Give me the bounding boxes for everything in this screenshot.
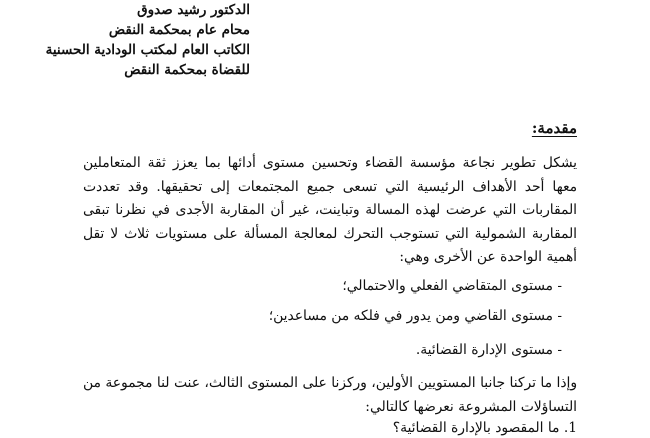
section-heading: مقدمة: <box>531 119 577 137</box>
focus-paragraph: وإذا ما تركنا جانبا المستويين الأولين، وركزنا على المستوى الثالث، عنت لنا مجموعة من التساؤلات المشروعة نعرضها كالتالي: <box>83 375 577 415</box>
bullet-item-administration: - مستوى الإدارة القضائية. <box>415 342 562 358</box>
author-name: الدكتور رشيد صدوق <box>137 2 250 18</box>
author-title-2: الكاتب العام لمكتب الودادية الحسنية <box>45 42 250 58</box>
bullet-item-judge: - مستوى القاضي ومن يدور في فلكه من مساعدين؛ <box>268 308 562 324</box>
author-title-3: للقضاة بمحكمة النقض <box>124 62 250 78</box>
question-item-1: 1. ما المقصود بالإدارة القضائية؟ <box>392 420 577 436</box>
author-block <box>10 0 250 80</box>
author-title-1: محام عام بمحكمة النقض <box>108 22 250 38</box>
intro-paragraph: يشكل تطوير نجاعة مؤسسة القضاء وتحسين مستوى أدائها بما يعزز ثقة المتعاملين معها أحد الأهداف الرئيسية التي تسعى جميع المجتمعات إلى تحقيقها. وقد تعددت المقاربات التي عرضت لهذه المسالة وتباينت، غير أن المقاربة الأجدى في نظرنا تبقى المقاربة الشمولية التي تستوجب التحرك لمعالجة المسألة على مستويات ثلاث لا تقل أهمية الواحدة عن الأخرى وهي: <box>83 155 577 265</box>
bullet-item-litigant: - مستوى المتقاضي الفعلي والاحتمالي؛ <box>342 278 562 294</box>
